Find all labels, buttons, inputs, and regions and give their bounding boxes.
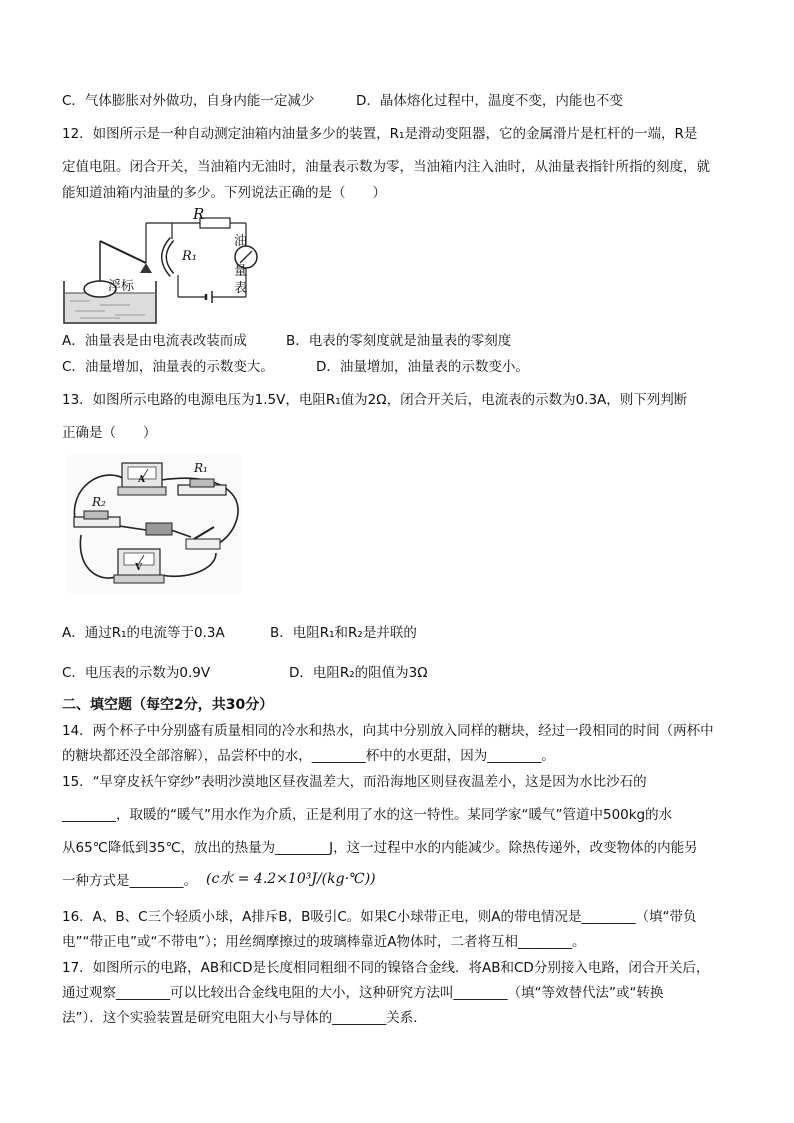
oil-gauge-figure bbox=[60, 205, 260, 330]
q17-line-3: 法”）．这个实验装置是研究电阻大小与导体的________关系． bbox=[62, 1010, 427, 1026]
label-r: R bbox=[193, 205, 205, 223]
q12-stem-line-3: 能知道油箱内油量的多少。下列说法正确的是（ ） bbox=[62, 185, 386, 201]
q13-option-b: B．电阻R₁和R₂是并联的 bbox=[270, 625, 417, 641]
meter-label-1: 油 bbox=[234, 234, 248, 249]
q15-line-1: 15．“早穿皮袄午穿纱”表明沙漠地区昼夜温差大，而沿海地区则昼夜温差小，这是因为水比沙石的 bbox=[62, 774, 647, 790]
label-float: 浮标 bbox=[108, 279, 135, 294]
meter-label-3: 表 bbox=[234, 281, 248, 296]
voltmeter-label: V bbox=[135, 563, 142, 573]
specific-heat-formula: (c水 = 4.2×10³J/(kg·℃)) bbox=[206, 871, 376, 887]
q13-option-d: D．电阻R₂的阻值为3Ω bbox=[289, 665, 428, 681]
q15-line-2: ________，取暖的“暖气”用水作为介质，正是利用了水的这一特性。某同学家“暖气”管道中500kg的水 bbox=[62, 807, 673, 823]
q15-line-4: 一种方式是________。 bbox=[62, 873, 197, 889]
circuit-photo-figure bbox=[66, 455, 242, 593]
q13-stem-line-2: 正确是（ ） bbox=[62, 425, 157, 441]
q12-option-a: A．油量表是由电流表改装而成 bbox=[62, 333, 247, 349]
q12-option-c: C．油量增加，油量表的示数变大。 bbox=[62, 359, 274, 375]
label-r1: R₁ bbox=[194, 461, 208, 475]
q11-option-d: D．晶体熔化过程中，温度不变，内能也不变 bbox=[356, 93, 623, 109]
label-r1: R₁ bbox=[182, 249, 197, 264]
q12-option-d: D．油量增加，油量表的示数变小。 bbox=[316, 359, 529, 375]
q12-option-b: B．电表的零刻度就是油量表的零刻度 bbox=[286, 333, 512, 349]
q12-stem-line-1: 12．如图所示是一种自动测定油箱内油量多少的装置，R₁是滑动变阻器，它的金属滑片是杠杆的一端，R是 bbox=[62, 126, 698, 142]
label-r2: R₂ bbox=[92, 495, 106, 509]
q13-option-c: C．电压表的示数为0.9V bbox=[62, 665, 211, 681]
q17-line-1: 17．如图所示的电路，AB和CD是长度相同粗细不同的镍铬合金线．将AB和CD分别接入电路，闭合开关后， bbox=[62, 960, 710, 976]
q14-line-2: 的糖块都还没全部溶解），品尝杯中的水，________杯中的水更甜，因为________。 bbox=[62, 748, 555, 764]
ammeter-label: A bbox=[138, 475, 145, 485]
q11-option-c: C．气体膨胀对外做功，自身内能一定减少 bbox=[62, 93, 315, 109]
q12-stem-line-2: 定值电阻。闭合开关，当油箱内无油时，油量表示数为零，当油箱内注入油时，从油量表指针所指的刻度，就 bbox=[62, 159, 710, 175]
section-heading: 二、填空题（每空2分，共30分） bbox=[62, 697, 274, 713]
q16-line-1: 16．A、B、C三个轻质小球，A排斥B，B吸引C。如果C小球带正电，则A的带电情况是________（填“带负 bbox=[62, 909, 697, 925]
q16-line-2: 电”“带正电”或“不带电”）；用丝绸摩擦过的玻璃棒靠近A物体时，二者将互相________。 bbox=[62, 934, 586, 950]
q13-option-a: A．通过R₁的电流等于0.3A bbox=[62, 625, 225, 641]
q17-line-2: 通过观察________可以比较出合金线电阻的大小，这种研究方法叫________（填“等效替代法”或“转换 bbox=[62, 985, 664, 1001]
meter-label-2: 量 bbox=[234, 264, 248, 279]
q14-line-1: 14．两个杯子中分别盛有质量相同的冷水和热水，向其中分别放入同样的糖块，经过一段相同的时间（两杯中 bbox=[62, 723, 714, 739]
q15-line-3: 从65℃降低到35℃，放出的热量为________J，这一过程中水的内能减少。除热传递外，改变物体的内能另 bbox=[62, 840, 698, 856]
q13-stem-line-1: 13．如图所示电路的电源电压为1.5V，电阻R₁值为2Ω，闭合开关后，电流表的示数为0.3A，则下列判断 bbox=[62, 392, 688, 408]
